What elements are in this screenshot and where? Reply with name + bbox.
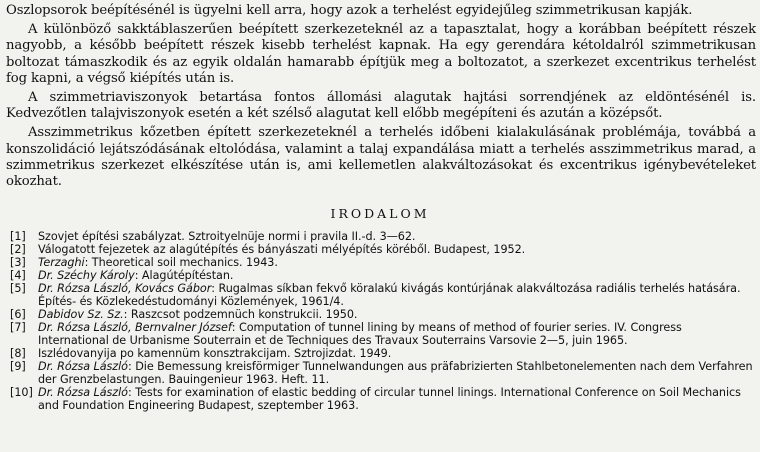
reference-author: Dr. Rózsa László, Kovács Gábor bbox=[38, 282, 212, 295]
reference-item bbox=[10, 269, 756, 282]
reference-text: : Computation of tunnel lining by means of method of fourier series. IV. Congress International de Urbanisme Souterrain et de Techniques des Travaux Souterrains Varsovie 2—5, juin 1965. bbox=[38, 321, 682, 347]
reference-number: [9] bbox=[10, 360, 26, 373]
reference-author: Dr. Rózsa László bbox=[38, 360, 128, 373]
reference-item bbox=[10, 347, 756, 360]
body-text bbox=[6, 3, 756, 193]
reference-author: Terzaghi bbox=[38, 256, 85, 269]
reference-author: Dr. Széchy Károly bbox=[38, 269, 135, 282]
reference-item bbox=[10, 360, 756, 386]
reference-number: [3] bbox=[10, 256, 26, 269]
reference-number: [8] bbox=[10, 347, 26, 360]
reference-author: Dr. Rózsa László bbox=[38, 386, 128, 399]
reference-text: : Theoretical soil mechanics. 1943. bbox=[84, 256, 278, 269]
reference-text: Szovjet építési szabályzat. Sztroityelnüje normi i pravila II.-d. 3—62. bbox=[38, 230, 416, 243]
reference-item bbox=[10, 243, 756, 256]
reference-text: Válogatott fejezetek az alagútépítés és bányászati mélyépítés köréből. Budapest, 1952. bbox=[38, 243, 526, 256]
reference-number: [1] bbox=[10, 230, 26, 243]
reference-number: [2] bbox=[10, 243, 26, 256]
reference-author: Dr. Rózsa László, Bernvalner József bbox=[38, 321, 232, 334]
reference-item bbox=[10, 282, 756, 308]
section-heading: IRODALOM bbox=[330, 206, 430, 221]
reference-item bbox=[10, 230, 756, 243]
paragraph: Asszimmetrikus kőzetben épített szerkezeteknél a terhelés időbeni kialakulásának problémája, továbbá a konszolidáció lejátszódásának eltolódása, valamint a talaj expandálása miatt a terhelés asszimmetrikus marad, a szimmetrikus szerkezet elkészítése után is, ami kellemetlen alakváltozásokat és excentrikus igénybevételeket okozhat. bbox=[6, 125, 756, 190]
reference-text: : Die Bemessung kreisförmiger Tunnelwandungen aus präfabrizierten Stahlbetonelementen nach dem Verfahren der Grenzbelastungen. Bauingenieur 1963. Heft. 11. bbox=[38, 360, 753, 386]
reference-number: [7] bbox=[10, 321, 26, 334]
paragraph: A különböző sakktáblaszerűen beépített szerkezeteknél az a tapasztalat, hogy a korábban beépített részek nagyobb, a később beépített részek kisebb terhelést kapnak. Ha egy gerendára kétoldalról szimmetrikusan boltozat támaszkodik és az egyik oldalán hamarabb építjük meg a boltozatot, a szerkezet excentrikus terhelést fog kapni, a végső kiépítés után is. bbox=[6, 22, 756, 86]
paragraph: A szimmetriaviszonyok betartása fontos állomási alagutak hajtási sorrendjének az eldöntésénél is. Kedvezőtlen talajviszonyok esetén a két szélső alagutat kell előbb megépíteni és azután a középsőt. bbox=[6, 90, 756, 122]
reference-text: : Rugalmas síkban fekvő köralakú kivágás kontúrjának alakváltozása radiális terhelés hatására. Építés- és Közlekedéstudományi Közlemények, 1961/4. bbox=[38, 282, 741, 308]
reference-item bbox=[10, 386, 756, 412]
reference-author: Dabidov Sz. Sz. bbox=[38, 308, 124, 321]
reference-number: [4] bbox=[10, 269, 26, 282]
reference-text: : Alagútépítéstan. bbox=[134, 269, 234, 282]
reference-number: [6] bbox=[10, 308, 26, 321]
reference-item bbox=[10, 321, 756, 347]
reference-number: [10] bbox=[10, 386, 33, 399]
reference-text: : Tests for examination of elastic bedding of circular tunnel linings. International Conference on Soil Mechanics and Foundation Engineering Budapest, szeptember 1963. bbox=[38, 386, 741, 412]
reference-number: [5] bbox=[10, 282, 26, 295]
reference-item bbox=[10, 308, 756, 321]
reference-item bbox=[10, 256, 756, 269]
paragraph: Oszlopsorok beépítésénél is ügyelni kell arra, hogy azok a terhelést egyidejűleg szimmetrikusan kapják. bbox=[6, 3, 693, 18]
reference-list bbox=[10, 230, 756, 412]
reference-text: : Raszcsot podzemnüch konstrukcii. 1950. bbox=[123, 308, 358, 321]
reference-text: Iszlédovanyija po kamennüm konsztrakcijam. Sztrojizdat. 1949. bbox=[38, 347, 392, 360]
